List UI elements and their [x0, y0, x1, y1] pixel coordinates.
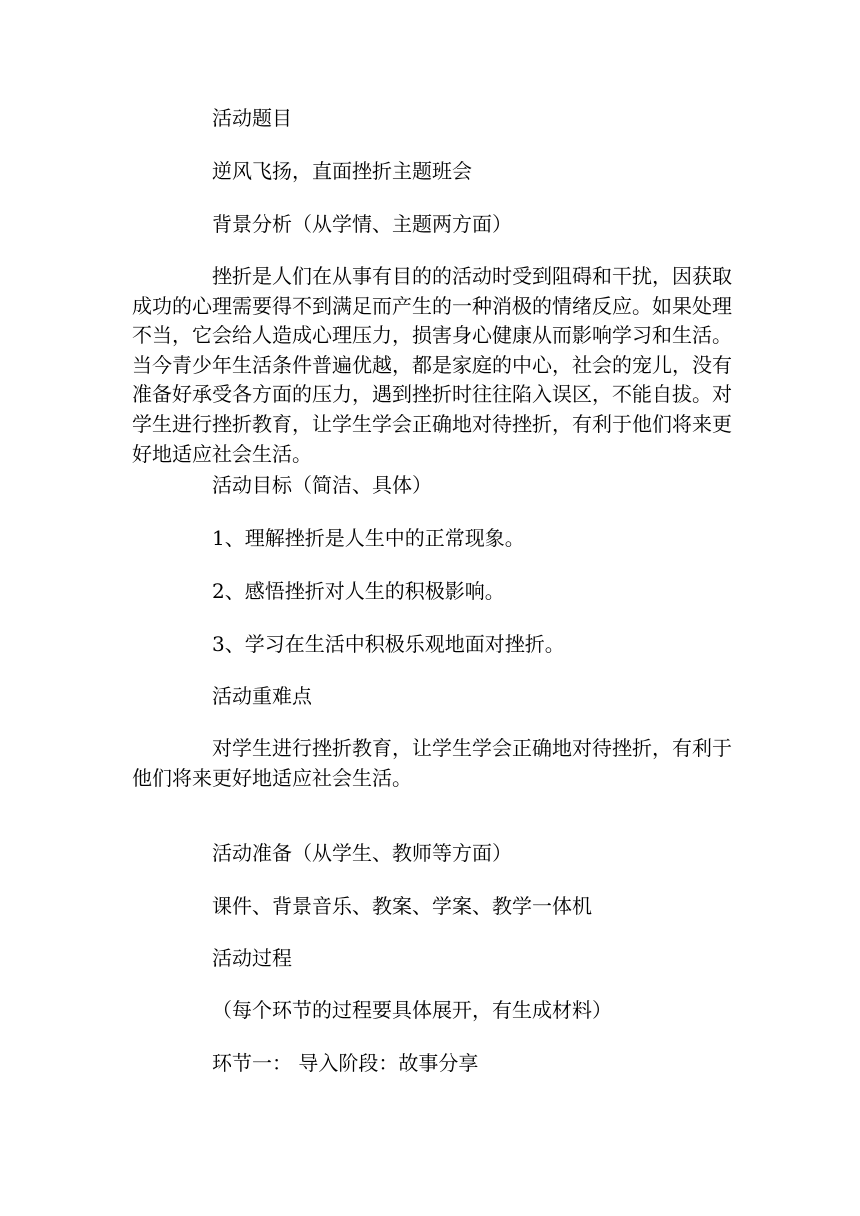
- background-heading: 背景分析（从学情、主题两方面）: [212, 212, 512, 236]
- goal-item: 2、感悟挫折对人生的积极影响。: [212, 579, 505, 603]
- preparation-text: 课件、背景音乐、教案、学案、教学一体机: [212, 894, 592, 918]
- goal-item: 3、学习在生活中积极乐观地面对挫折。: [212, 632, 565, 656]
- key-points-paragraph: 对学生进行挫折教育，让学生学会正确地对待挫折，有利于他们将来更好地适应社会生活。: [132, 736, 732, 790]
- goals-heading: 活动目标（简洁、具体）: [212, 473, 432, 497]
- goal-item: 1、理解挫折是人生中的正常现象。: [212, 526, 525, 550]
- key-points-heading: 活动重难点: [212, 684, 312, 708]
- activity-title: 逆风飞扬，直面挫折主题班会: [212, 159, 472, 183]
- process-heading: 活动过程: [212, 946, 292, 970]
- process-note: （每个环节的过程要具体展开，有生成材料）: [212, 998, 612, 1022]
- background-paragraph: 挫折是人们在从事有目的的活动时受到阻碍和干扰，因获取成功的心理需要得不到满足而产生的一种消极的情绪反应。如果处理不当，它会给人造成心理压力，损害身心健康从而影响学习和生活。当今青少年生活条件普遍优越，都是家庭的中心，社会的宠儿，没有准备好承受各方面的压力，遇到挫折时往往陷入误区，不能自拔。对学生进行挫折教育，让学生学会正确地对待挫折，有利于他们将来更好地适应社会生活。: [132, 264, 732, 466]
- preparation-heading: 活动准备（从学生、教师等方面）: [212, 841, 512, 865]
- step-one-heading: 环节一： 导入阶段：故事分享: [212, 1051, 479, 1075]
- activity-title-heading: 活动题目: [212, 106, 292, 130]
